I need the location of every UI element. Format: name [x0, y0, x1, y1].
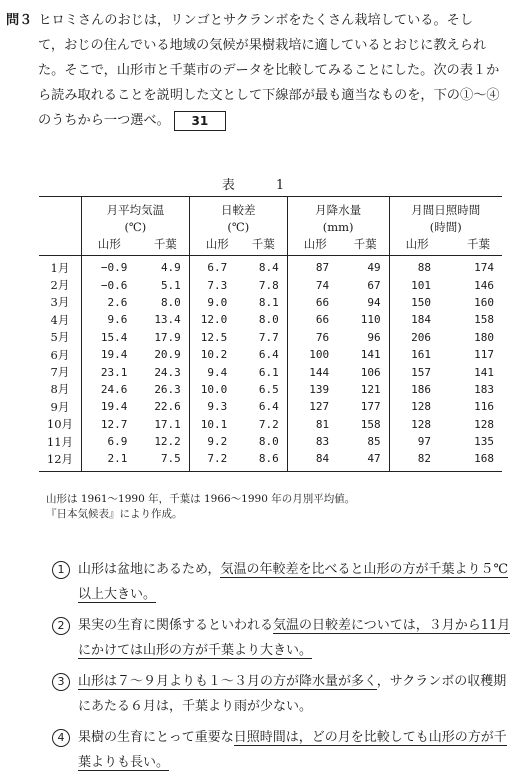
value-cell: 121: [343, 381, 389, 398]
month-cell: 1月: [39, 256, 81, 277]
question-line-2: て，おじの住んでいる地域の気候が果樹栽培に適しているとおじに教えられ: [38, 38, 487, 53]
value-cell: 6.9: [107, 435, 128, 449]
value-cell: 157: [411, 365, 432, 379]
sub-yamagata: 山形: [287, 235, 343, 256]
value-cell: 66: [315, 295, 330, 309]
answer-options: [52, 557, 512, 781]
value-cell: 177: [343, 398, 389, 415]
table-row: [39, 276, 502, 293]
value-cell: 26.3: [141, 381, 189, 398]
table-row: [39, 294, 502, 311]
underlined-text: 気温の年較差を比べると山形の方が千葉より５℃以上大きい。: [78, 562, 509, 602]
value-cell: −0.9: [100, 261, 128, 275]
value-cell: 2.6: [107, 295, 128, 309]
value-cell: 24.3: [141, 363, 189, 380]
table-row: [39, 398, 502, 415]
value-cell: 141: [474, 365, 494, 379]
sub-yamagata: 山形: [189, 235, 241, 256]
header-precip: 月降水量: [287, 197, 389, 220]
value-cell: 8.0: [141, 294, 189, 311]
value-cell: 100: [309, 348, 330, 362]
value-cell: 23.1: [100, 365, 128, 379]
table-row: [39, 381, 502, 398]
value-cell: 49: [343, 256, 389, 277]
table-caption: 表 1: [221, 178, 299, 193]
value-cell: 12.2: [141, 433, 189, 450]
value-cell: 24.6: [100, 382, 128, 396]
value-cell: 8.6: [241, 450, 287, 471]
month-cell: 5月: [39, 329, 81, 346]
value-cell: 88: [417, 261, 432, 275]
underlined-text: 日照時間は，どの月を比較しても山形の方が千葉よりも長い。: [78, 730, 507, 770]
value-cell: 17.1: [141, 416, 189, 433]
value-cell: 5.1: [141, 276, 189, 293]
sub-chiba: 千葉: [343, 235, 389, 256]
value-cell: 9.6: [107, 313, 128, 327]
value-cell: 110: [343, 311, 389, 328]
value-cell: 160: [474, 295, 494, 309]
value-cell: 7.3: [207, 278, 228, 292]
month-header: [39, 197, 81, 220]
option-1[interactable]: 1 山形は盆地にあるため，気温の年較差を比べると山形の方が千葉より５℃以上大きい。: [52, 557, 512, 607]
value-cell: 8.0: [241, 433, 287, 450]
table-row: [39, 311, 502, 328]
value-cell: 9.4: [207, 365, 228, 379]
underlined-text: 山形は７〜９月よりも１〜３月の方が降水量が多く: [78, 674, 377, 689]
unit-sunshine: (時間): [429, 220, 462, 234]
value-cell: 94: [343, 294, 389, 311]
value-cell: 168: [474, 452, 494, 466]
value-cell: 82: [417, 452, 432, 466]
value-cell: 10.1: [200, 417, 228, 431]
value-cell: 10.0: [200, 382, 228, 396]
value-cell: 85: [343, 433, 389, 450]
month-cell: 4月: [39, 311, 81, 328]
climate-table: [39, 196, 502, 472]
value-cell: 128: [411, 417, 432, 431]
value-cell: 127: [309, 400, 330, 414]
value-cell: 87: [315, 261, 330, 275]
month-cell: 6月: [39, 346, 81, 363]
question-line-1: 問３ ヒロミさんのおじは，リンゴとサクランボをたくさん栽培している。そし: [6, 13, 474, 28]
value-cell: 135: [474, 435, 494, 449]
question-label: 問３: [6, 13, 33, 28]
answer-box[interactable]: 31: [174, 111, 226, 131]
value-cell: 158: [343, 416, 389, 433]
value-cell: 97: [417, 435, 432, 449]
sub-chiba: 千葉: [141, 235, 189, 256]
table-note: 山形は 1961〜1990 年，千葉は 1966〜1990 年の月別平均値。: [46, 493, 356, 505]
value-cell: 8.4: [241, 256, 287, 277]
value-cell: 184: [411, 313, 432, 327]
value-cell: 141: [343, 346, 389, 363]
value-cell: 174: [474, 261, 494, 275]
value-cell: 9.0: [207, 295, 228, 309]
value-cell: 180: [474, 330, 494, 344]
option-2[interactable]: 2 果実の生育に関係するといわれる気温の日較差については，３月から11月にかけては山形の方が千葉より大きい。: [52, 613, 512, 663]
month-cell: 10月: [39, 416, 81, 433]
option-number: 3: [52, 673, 70, 691]
sub-chiba: 千葉: [241, 235, 287, 256]
value-cell: 6.7: [207, 261, 228, 275]
month-cell: 11月: [39, 433, 81, 450]
table-row: [39, 450, 502, 471]
value-cell: 6.4: [241, 398, 287, 415]
value-cell: 67: [343, 276, 389, 293]
value-cell: 2.1: [107, 452, 128, 466]
value-cell: 19.4: [100, 348, 128, 362]
table-row: [39, 363, 502, 380]
option-number: 4: [52, 729, 70, 747]
value-cell: 186: [411, 382, 432, 396]
value-cell: 206: [411, 330, 432, 344]
month-cell: 12月: [39, 450, 81, 471]
value-cell: 183: [474, 382, 494, 396]
value-cell: 19.4: [100, 400, 128, 414]
sub-yamagata: 山形: [389, 235, 445, 256]
header-diurnal: 日較差: [189, 197, 287, 220]
table-row: [39, 416, 502, 433]
value-cell: 161: [411, 348, 432, 362]
value-cell: 22.6: [141, 398, 189, 415]
value-cell: 9.2: [207, 435, 228, 449]
value-cell: 17.9: [141, 329, 189, 346]
value-cell: 47: [343, 450, 389, 471]
value-cell: 84: [315, 452, 330, 466]
value-cell: 6.4: [241, 346, 287, 363]
value-cell: 12.0: [200, 313, 228, 327]
value-cell: 20.9: [141, 346, 189, 363]
table-row: [39, 329, 502, 346]
value-cell: 101: [411, 278, 432, 292]
table-row: [39, 433, 502, 450]
month-cell: 9月: [39, 398, 81, 415]
sub-chiba: 千葉: [445, 235, 502, 256]
value-cell: 96: [343, 329, 389, 346]
unit-diurnal: (℃): [189, 219, 287, 235]
value-cell: 4.9: [141, 256, 189, 277]
value-cell: 8.1: [241, 294, 287, 311]
value-cell: 12.7: [100, 417, 128, 431]
value-cell: 139: [309, 382, 330, 396]
value-cell: 117: [474, 348, 494, 362]
question-line-4: ら読み取れることを説明した文として下線部が最も適当なものを，下の①〜④: [38, 88, 500, 103]
table-row: [39, 256, 502, 277]
value-cell: 116: [474, 400, 494, 414]
value-cell: 8.0: [241, 311, 287, 328]
value-cell: 7.5: [141, 450, 189, 471]
value-cell: 158: [474, 313, 494, 327]
value-cell: 7.2: [207, 452, 228, 466]
value-cell: 7.8: [241, 276, 287, 293]
value-cell: 13.4: [141, 311, 189, 328]
value-cell: 81: [315, 417, 330, 431]
value-cell: 10.2: [200, 348, 228, 362]
value-cell: 144: [309, 365, 330, 379]
value-cell: 12.5: [200, 330, 228, 344]
table-row: [39, 346, 502, 363]
value-cell: 74: [315, 278, 330, 292]
value-cell: 83: [315, 435, 330, 449]
question-text: [6, 8, 512, 133]
value-cell: 128: [411, 400, 432, 414]
header-temp: 月平均気温: [81, 197, 189, 220]
month-cell: 2月: [39, 276, 81, 293]
table-body: [39, 256, 502, 472]
header-sunshine: 月間日照時間: [411, 203, 481, 217]
underlined-text: 気温の日較差については，３月から11月にかけては山形の方が千葉より大きい。: [78, 618, 511, 658]
option-3[interactable]: 3 山形は７〜９月よりも１〜３月の方が降水量が多く，サクランボの収穫期にあたる６月は，千葉より雨が少ない。: [52, 669, 512, 719]
value-cell: 15.4: [100, 330, 128, 344]
value-cell: −0.6: [100, 278, 128, 292]
month-cell: 7月: [39, 363, 81, 380]
value-cell: 9.3: [207, 400, 228, 414]
value-cell: 6.5: [241, 381, 287, 398]
option-number: 1: [52, 561, 70, 579]
value-cell: 7.2: [241, 416, 287, 433]
value-cell: 128: [474, 417, 494, 431]
value-cell: 146: [474, 278, 494, 292]
value-cell: 106: [343, 363, 389, 380]
month-cell: 3月: [39, 294, 81, 311]
value-cell: 150: [411, 295, 432, 309]
question-line-3: た。そこで，山形市と千葉市のデータを比較してみることにした。次の表１か: [38, 63, 500, 78]
unit-precip: (mm): [287, 219, 389, 235]
option-number: 2: [52, 617, 70, 635]
month-cell: 8月: [39, 381, 81, 398]
unit-temp: (℃): [81, 219, 189, 235]
sub-yamagata: 山形: [81, 235, 141, 256]
question-line-5: のうちから一つ選べ。 31: [6, 108, 512, 133]
table-source: 『日本気候表』により作成。: [46, 508, 183, 520]
value-cell: 6.1: [241, 363, 287, 380]
value-cell: 66: [315, 313, 330, 327]
value-cell: 7.7: [241, 329, 287, 346]
option-4[interactable]: 4 果樹の生育にとって重要な日照時間は，どの月を比較しても山形の方が千葉よりも長い。: [52, 725, 512, 775]
value-cell: 76: [315, 330, 330, 344]
